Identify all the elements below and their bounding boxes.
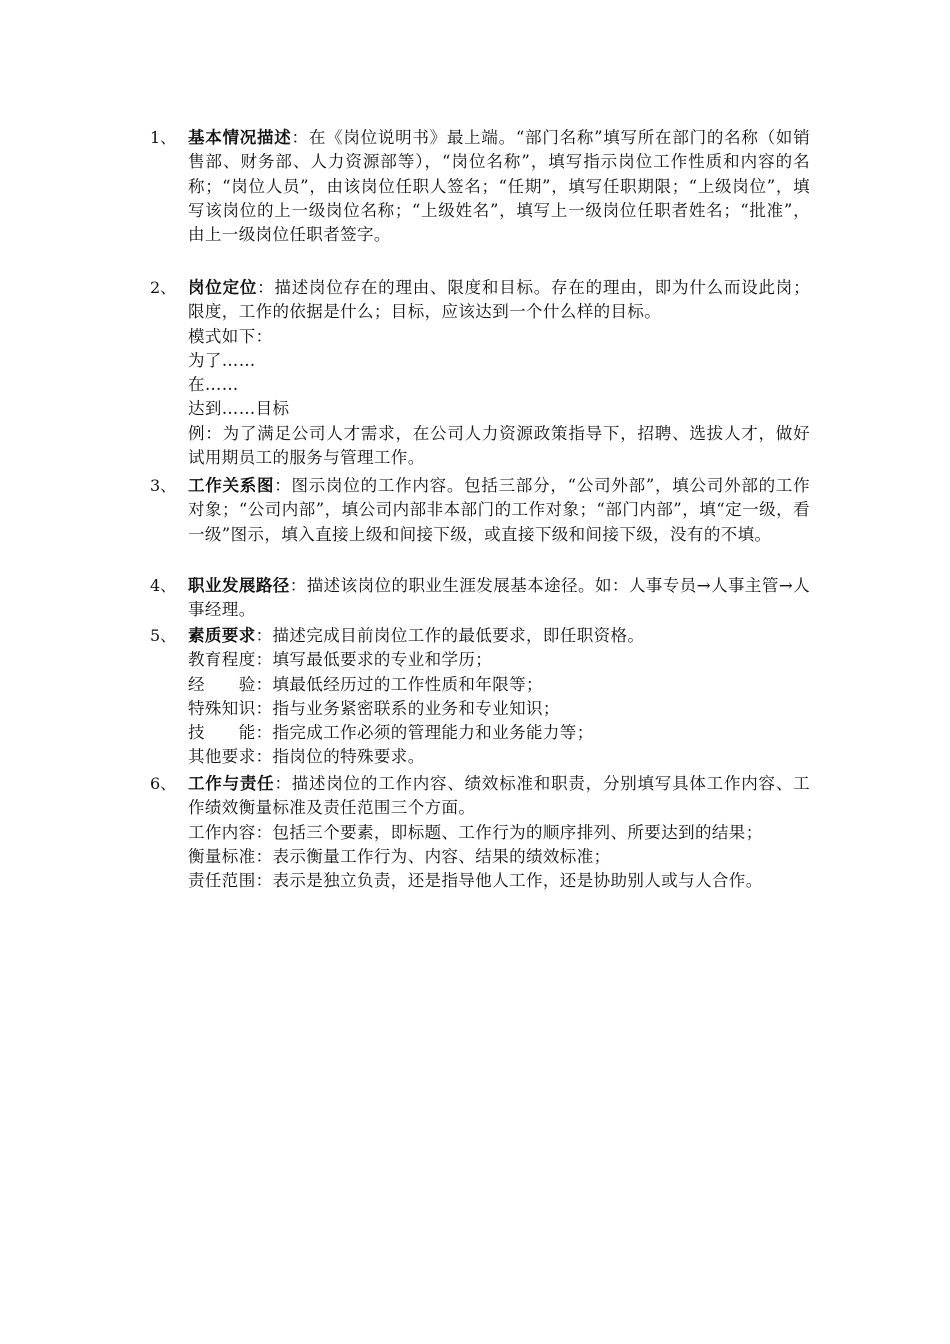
section-text: 图示岗位的工作内容。包括三部分，“公司外部”，填公司外部的工作对象；“公司内部”，填公司内部非本部门的工作对象；“部门内部”，填“定一级，看一级”图示，填入直接上级和间接下级，或直接下级和间接下级，没有的不填。 (188, 476, 810, 544)
responsibility-line: 责任范围：表示是独立负责，还是指导他人工作，还是协助别人或与人合作。 (188, 871, 763, 891)
section-1 (150, 126, 810, 247)
heading-colon: ： (274, 476, 292, 495)
section-heading: 岗位定位 (188, 278, 258, 297)
section-text: 描述完成目前岗位工作的最低要求，即任职资格。 (272, 626, 645, 645)
section-heading: 工作关系图 (188, 476, 275, 495)
heading-colon: ： (255, 626, 273, 645)
section-3 (150, 474, 810, 547)
heading-colon: ： (257, 278, 275, 297)
section-2 (150, 276, 810, 470)
section-number: 5、 (150, 626, 177, 645)
section-6 (150, 772, 810, 893)
requirement-line: 技 能：指完成工作必须的管理能力和业务能力等； (188, 723, 594, 743)
section-number: 2、 (150, 278, 177, 297)
requirement-line: 教育程度：填写最低要求的专业和学历； (188, 650, 493, 670)
section-4 (150, 574, 810, 623)
pattern-line: 达到……目标 (188, 399, 290, 419)
requirement-line: 特殊知识：指与业务紧密联系的业务和专业知识； (188, 698, 560, 718)
section-text: 描述岗位的工作内容、绩效标准和职责，分别填写具体工作内容、工作绩效衡量标准及责任范围三个方面。 (188, 774, 811, 818)
heading-colon: ： (274, 774, 292, 793)
section-5 (150, 624, 810, 770)
section-number: 4、 (150, 576, 177, 595)
section-number: 6、 (150, 774, 177, 793)
section-heading: 工作与责任 (188, 774, 275, 793)
responsibility-line: 工作内容：包括三个要素，即标题、工作行为的顺序排列、所要达到的结果； (188, 822, 763, 842)
section-heading: 素质要求 (188, 626, 256, 645)
responsibility-line: 衡量标准：表示衡量工作行为、内容、结果的绩效标准； (188, 846, 611, 866)
requirement-line: 经 验：填最低经历过的工作性质和年限等； (188, 674, 543, 694)
section-text: 描述该岗位的职业生涯发展基本途径。如：人事专员→人事主管→人事经理。 (188, 576, 811, 620)
section-number: 1、 (150, 128, 177, 147)
example-text: 例：为了满足公司人才需求，在公司人力资源政策指导下，招聘、选拔人才，做好试用期员工的服务与管理工作。 (188, 423, 810, 468)
section-text: 在《岗位说明书》最上端。“部门名称”填写所在部门的名称（如销售部、财务部、人力资源部等），“岗位名称”，填写指示岗位工作性质和内容的名称；“岗位人员”，由该岗位任职人签名；“任期”，填写任职期限；“上级岗位”，填写该岗位的上一级岗位名称；“上级姓名”，填写上一级岗位任职者姓名；“批准”，由上一级岗位任职者签字。 (188, 128, 811, 245)
section-heading: 基本情况描述 (188, 128, 292, 147)
section-text: 描述岗位存在的理由、限度和目标。存在的理由，即为什么而设此岗；限度，工作的依据是什么；目标，应该达到一个什么样的目标。 (188, 278, 810, 322)
heading-colon: ： (291, 128, 309, 147)
pattern-line: 模式如下： (188, 326, 273, 346)
pattern-line: 为了…… (188, 350, 256, 370)
section-heading: 职业发展路径 (188, 576, 290, 595)
section-number: 3、 (150, 476, 177, 495)
requirement-line: 其他要求：指岗位的特殊要求。 (188, 747, 425, 767)
pattern-line: 在…… (188, 375, 239, 395)
heading-colon: ： (289, 576, 307, 595)
